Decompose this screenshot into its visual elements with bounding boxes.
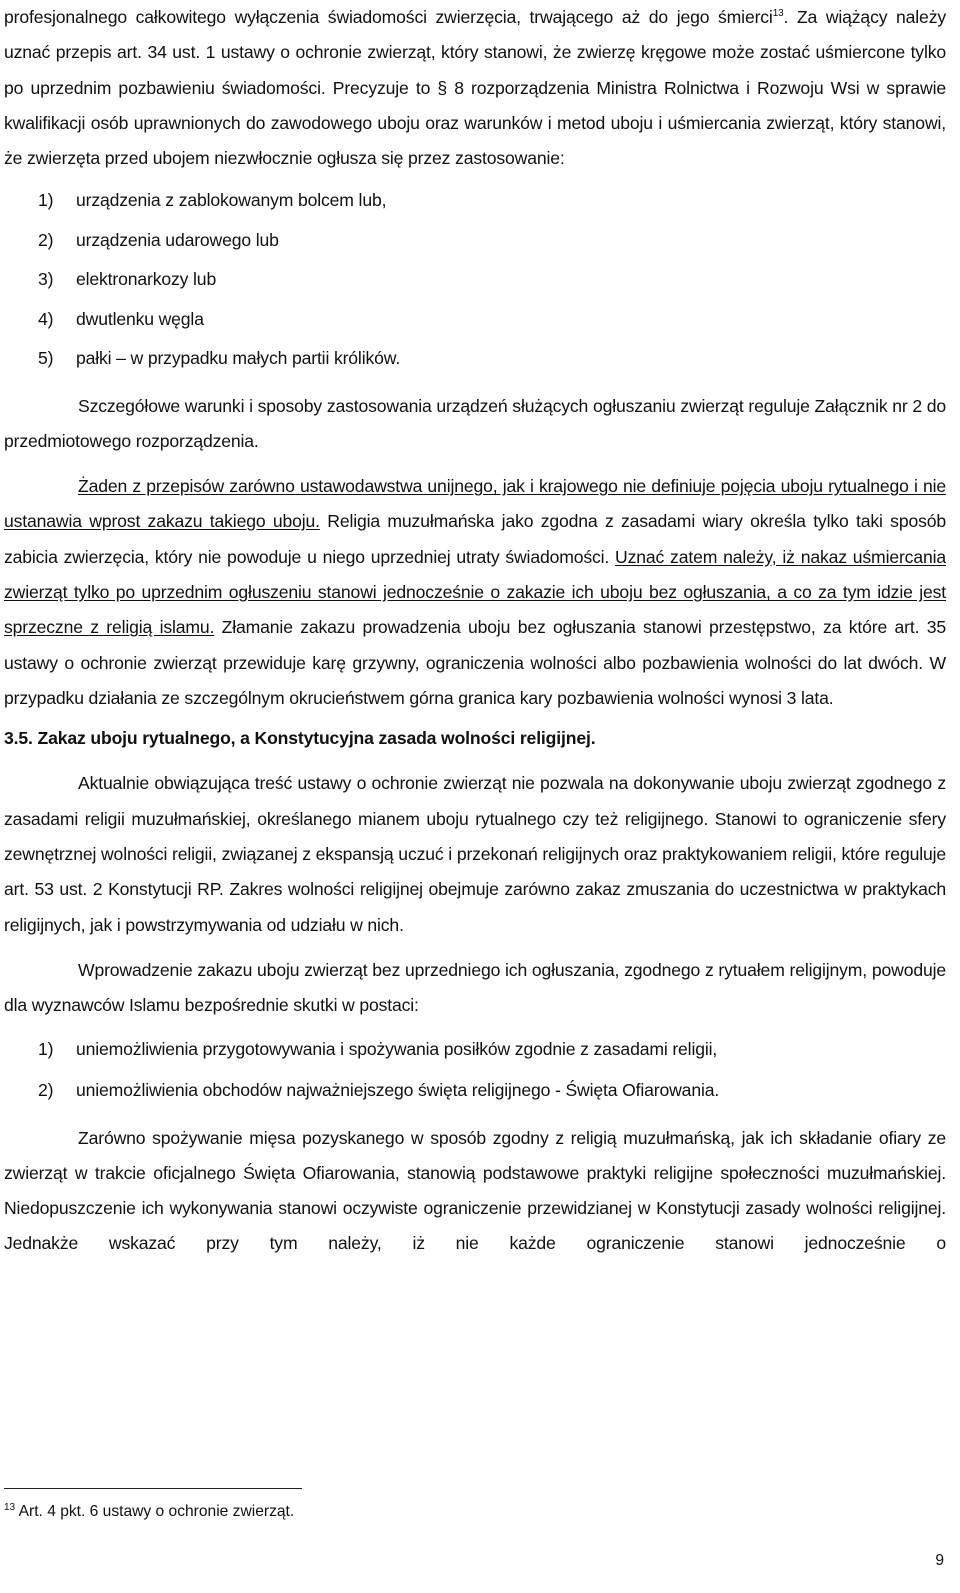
paragraph-top-text-b: . Za wiążący należy uznać przepis art. 34 ust. 1 ustawy o ochronie zwierząt, który stanowi, że zwierzę kręgowe może zostać uśmiercone tylko po uprzednim pozbawieniu świadomości. Precyzuje to bbox=[4, 7, 946, 98]
list-item-text: pałki – w przypadku małych partii królików. bbox=[76, 348, 401, 369]
footnote-reference[interactable]: 13 bbox=[772, 8, 784, 20]
list-item bbox=[4, 221, 946, 260]
list-item-text: urządzenia z zablokowanym bolcem lub, bbox=[76, 190, 387, 211]
paragraph-top-text-c: 8 rozporządzenia Ministra Rolnictwa i Rozwoju Wsi w sprawie kwalifikacji osób uprawnionych do zawodowego uboju oraz warunków i metod uboju i uśmiercania zwierząt, który stanowi, że zwierzęta przed ubojem niezwłocznie ogłusza się przez zastosowanie: bbox=[4, 77, 947, 169]
paragraph-last: Zarówno spożywanie mięsa pozyskanego w sposób zgodny z religią muzułmańską, jak ich składanie ofiary ze zwierząt w trakcie oficjalnego Święta Ofiarowania, stanowią podstawowe praktyki religijne społeczności muzułmańskiej. Niedopuszczenie ich wykonywania stanowi oczywiste ograniczenie przewidzianej w Konstytucji zasady wolności religijnej. Jednakże wskazać przy tym należy, iż nie każde ograniczenie stanowi jednocześnie o bbox=[4, 1127, 946, 1254]
list-item-number: 2) bbox=[38, 1079, 54, 1100]
underlined-text-2: Uznać zatem należy, iż nakaz uśmiercania zwierząt tylko po uprzednim ogłuszeniu stanowi jednocześnie o zakazie ich uboju bez ogłuszania, a co za tym idzie jest sprzeczne z religią islamu. bbox=[4, 546, 946, 638]
list-item-text: urządzenia udarowego lub bbox=[76, 229, 279, 250]
paragraph-current: Aktualnie obwiązująca treść ustawy o ochronie zwierząt nie pozwala na dokonywanie uboju zwierząt zgodnego z zasadami religii muzułmańskiej, określanego mianem uboju rytualnego czy też religijnego. Stanowi to ograniczenie sfery zewnętrznej wolności religii, związanej z ekspansją uczuć i przekonań religijnych oraz praktykowaniem religii, które reguluje art. 53 ust. 2 Konstytucji RP. Zakres wolności religijnej obejmuje zarówno zakaz zmuszania do uczestnictwa w praktykach religijnych, jak i powstrzymywania od udziału w nich. bbox=[4, 773, 946, 935]
effects-list bbox=[4, 1029, 946, 1111]
paragraph-top-text-a: profesjonalnego całkowitego wyłączenia świadomości zwierzęcia, trwającego aż do jego śmierci bbox=[4, 7, 773, 27]
list-item-text: elektronarkozy lub bbox=[76, 269, 217, 290]
footnote-text: Art. 4 pkt. 6 ustawy o ochronie zwierząt. bbox=[15, 1503, 295, 1520]
list-item-text: uniemożliwienia przygotowywania i spożywania posiłków zgodnie z zasadami religii, bbox=[76, 1038, 718, 1059]
list-item-number: 2) bbox=[38, 229, 54, 250]
footnote-divider bbox=[4, 1488, 302, 1489]
list-item-number: 3) bbox=[38, 269, 54, 290]
plain-text-1: Religia muzułmańska jako zgodna z zasadami wiary określa tylko taki sposób zabicia zwierzęcia, który nie powoduje u niego uprzedniej utraty świadomości. bbox=[4, 511, 946, 567]
page-number: 9 bbox=[935, 1552, 944, 1569]
list-item-number: 1) bbox=[38, 1038, 54, 1059]
list-item-number: 1) bbox=[38, 190, 54, 211]
list-item-text: uniemożliwienia obchodów najważniejszego święta religijnego - Święta Ofiarowania. bbox=[76, 1079, 720, 1100]
list-item bbox=[4, 1070, 946, 1111]
paragraph-religion bbox=[4, 469, 946, 716]
stunning-methods-list bbox=[4, 181, 946, 378]
plain-text-2: Złamanie zakazu prowadzenia uboju bez ogłuszania stanowi przestępstwo, za które art. 35 ustawy o ochronie zwierząt przewiduje karę grzywny, ograniczenia wolności albo pozbawienia wolności do lat dwóch. W przypadku działania ze szczególnym okrucieństwem górna granica kary pozbawienia wolności wynosi 3 lata. bbox=[4, 617, 946, 708]
list-item-text: dwutlenku węgla bbox=[76, 308, 204, 329]
section-heading: 3.5. Zakaz uboju rytualnego, a Konstytucyjna zasada wolności religijnej. bbox=[4, 728, 596, 749]
list-item bbox=[4, 339, 946, 378]
list-item bbox=[4, 300, 946, 339]
list-item-number: 5) bbox=[38, 348, 54, 369]
list-item-number: 4) bbox=[38, 308, 54, 329]
underlined-text-1: Żaden z przepisów zarówno ustawodawstwa unijnego, jak i krajowego nie definiuje pojęcia uboju rytualnego i nie ustanawia wprost zakazu takiego uboju. bbox=[4, 476, 946, 532]
paragraph-intro: Wprowadzenie zakazu uboju zwierząt bez uprzedniego ich ogłuszania, zgodnego z rytuałem religijnym, powoduje dla wyznawców Islamu bezpośrednie skutki w postaci: bbox=[4, 959, 946, 1016]
footnote-number: 13 bbox=[4, 1501, 16, 1513]
list-item bbox=[4, 1029, 946, 1070]
footnote bbox=[4, 1502, 294, 1522]
document-page bbox=[4, 0, 946, 1262]
section-sign: § bbox=[437, 77, 448, 98]
list-item bbox=[4, 260, 946, 299]
paragraph-top bbox=[4, 0, 946, 176]
list-item bbox=[4, 181, 946, 220]
paragraph-details: Szczegółowe warunki i sposoby zastosowania urządzeń służących ogłuszaniu zwierząt reguluje Załącznik nr 2 do przedmiotowego rozporządzenia. bbox=[4, 395, 946, 451]
